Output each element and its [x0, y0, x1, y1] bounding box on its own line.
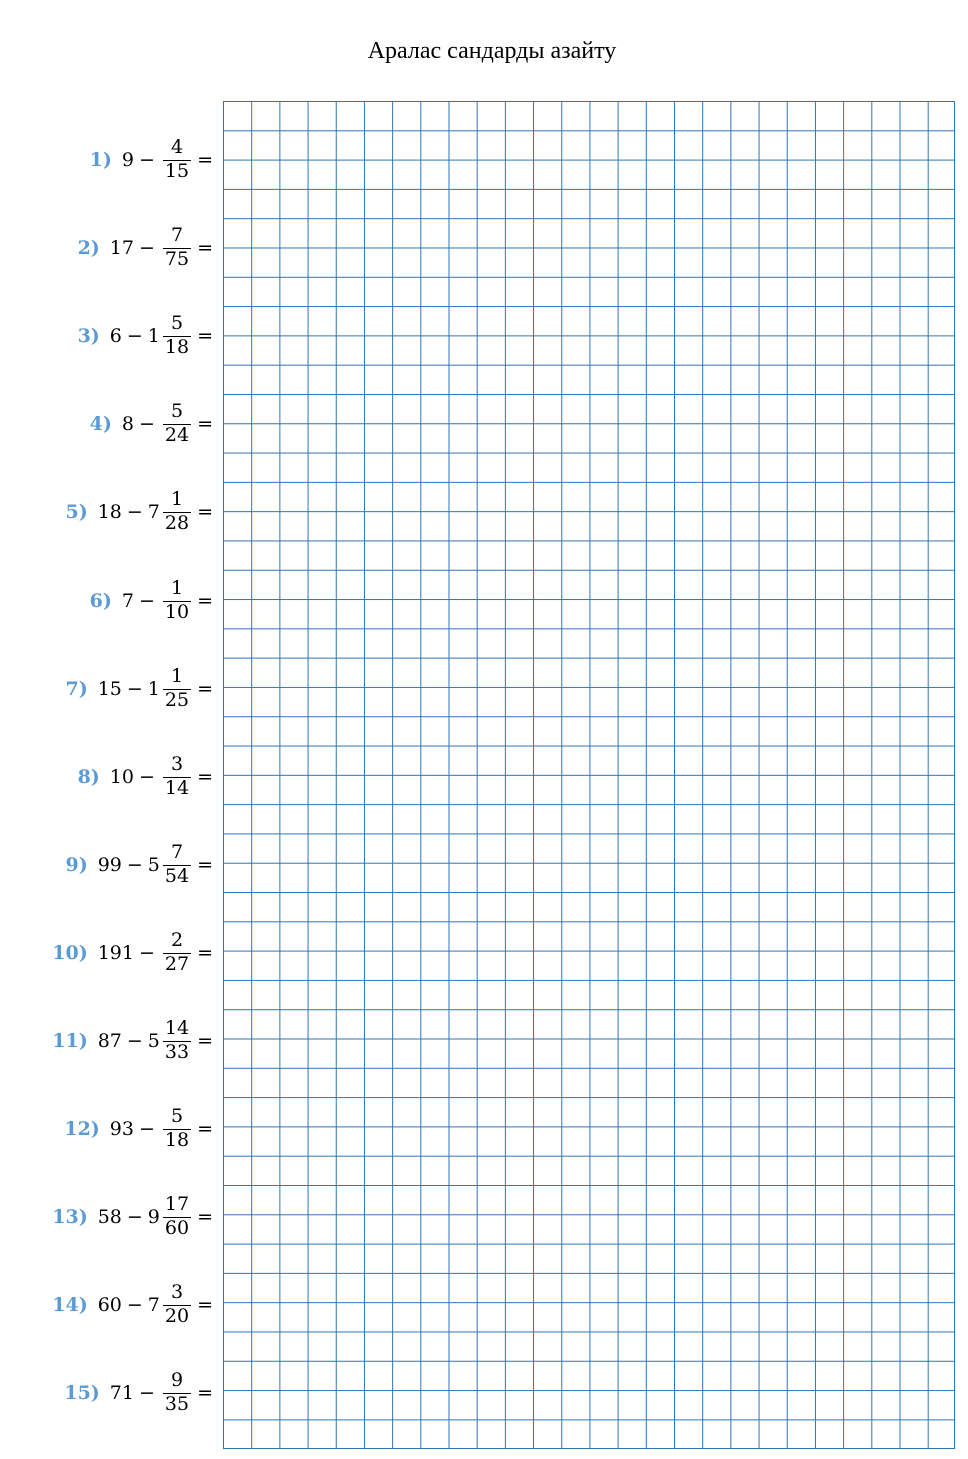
minuend: 7	[121, 589, 134, 612]
problem-number: 9)	[65, 853, 88, 876]
denominator: 10	[164, 600, 190, 623]
minuend: 10	[109, 765, 134, 788]
denominator: 18	[164, 336, 190, 359]
equals-sign: =	[197, 765, 213, 788]
denominator: 54	[164, 864, 190, 887]
minuend: 6	[109, 325, 122, 348]
numerator: 2	[170, 928, 184, 951]
minus-sign: −	[126, 677, 143, 700]
denominator: 75	[164, 248, 190, 271]
equals-sign: =	[197, 1294, 213, 1317]
numerator: 7	[170, 224, 184, 247]
numerator: 5	[170, 1105, 184, 1128]
numerator: 14	[164, 1017, 190, 1040]
minuend: 15	[97, 677, 122, 700]
numerator: 7	[170, 840, 184, 863]
fraction	[163, 1195, 191, 1239]
problem-number: 11)	[52, 1030, 88, 1052]
numerator: 3	[170, 752, 184, 775]
equals-sign: =	[197, 677, 213, 700]
fraction	[163, 490, 191, 534]
numerator: 1	[170, 664, 184, 687]
equals-sign: =	[197, 1206, 213, 1229]
fraction	[163, 1107, 191, 1151]
problem-number: 14)	[52, 1294, 88, 1317]
denominator: 15	[164, 160, 190, 182]
problem-number: 13)	[52, 1206, 88, 1229]
equals-sign: =	[197, 1382, 213, 1405]
problem-number: 4)	[89, 413, 112, 436]
minus-sign: −	[138, 149, 155, 171]
numerator: 9	[170, 1369, 184, 1392]
numerator: 1	[170, 488, 184, 511]
whole-part: 9	[147, 1206, 160, 1229]
minuend: 87	[97, 1030, 122, 1052]
minuend: 191	[97, 941, 134, 964]
fraction	[163, 138, 191, 182]
problem-row	[0, 836, 213, 894]
problem-row	[0, 395, 213, 453]
denominator: 35	[164, 1393, 190, 1416]
fraction	[163, 402, 191, 446]
problem-number: 2)	[77, 237, 100, 260]
numerator: 5	[170, 312, 184, 335]
denominator: 33	[164, 1041, 190, 1063]
minus-sign: −	[138, 1118, 155, 1141]
problem-row	[0, 483, 213, 541]
whole-part: 1	[147, 677, 160, 700]
equals-sign: =	[197, 325, 213, 348]
equals-sign: =	[197, 589, 213, 612]
fraction	[163, 576, 191, 623]
problem-row	[0, 660, 213, 718]
fraction	[163, 664, 191, 711]
problem-row	[0, 1364, 213, 1422]
problem-row	[0, 1188, 213, 1246]
equals-sign: =	[197, 1118, 213, 1141]
equals-sign: =	[197, 1030, 213, 1052]
equals-sign: =	[197, 237, 213, 260]
equals-sign: =	[197, 941, 213, 964]
equals-sign: =	[197, 853, 213, 876]
problem-row	[0, 924, 213, 982]
problem-number: 3)	[77, 325, 100, 348]
denominator: 28	[164, 512, 190, 535]
denominator: 14	[164, 776, 190, 799]
whole-part: 5	[147, 1030, 160, 1052]
problem-row	[0, 219, 213, 277]
denominator: 18	[164, 1129, 190, 1152]
minus-sign: −	[126, 1030, 143, 1052]
numerator: 5	[170, 400, 184, 423]
minuend: 93	[109, 1118, 134, 1141]
problem-number: 5)	[65, 501, 88, 524]
denominator: 20	[164, 1305, 190, 1328]
problem-row	[0, 131, 213, 189]
denominator: 24	[164, 424, 190, 447]
minuend: 18	[97, 501, 122, 524]
problem-row	[0, 748, 213, 806]
denominator: 60	[164, 1217, 190, 1240]
numerator: 4	[170, 136, 184, 159]
minus-sign: −	[126, 1206, 143, 1229]
equals-sign: =	[197, 149, 213, 171]
fraction	[163, 314, 191, 358]
problem-number: 8)	[77, 765, 100, 788]
minuend: 9	[121, 149, 134, 171]
fraction	[163, 1371, 191, 1415]
whole-part: 7	[147, 1294, 160, 1317]
whole-part: 1	[147, 325, 160, 348]
denominator: 25	[164, 688, 190, 711]
minuend: 58	[97, 1206, 122, 1229]
problem-number: 15)	[64, 1382, 100, 1405]
problem-number: 10)	[52, 941, 88, 964]
numerator: 3	[170, 1281, 184, 1304]
minus-sign: −	[126, 1294, 143, 1317]
minuend: 8	[121, 413, 134, 436]
fraction	[163, 840, 191, 887]
whole-part: 5	[147, 853, 160, 876]
page-title: Аралас сандарды азайту	[367, 38, 617, 64]
fraction	[163, 226, 191, 270]
minuend: 99	[97, 853, 122, 876]
minus-sign: −	[138, 413, 155, 436]
fraction	[163, 1283, 191, 1327]
minuend: 17	[109, 237, 134, 260]
minus-sign: −	[138, 237, 155, 260]
minus-sign: −	[138, 1382, 155, 1405]
numerator: 1	[170, 576, 184, 599]
denominator: 27	[164, 952, 190, 975]
minus-sign: −	[138, 765, 155, 788]
whole-part: 7	[147, 501, 160, 524]
answer-grid[interactable]	[223, 101, 955, 1449]
problem-number: 6)	[89, 589, 112, 612]
problem-row	[0, 307, 213, 365]
problem-row	[0, 1276, 213, 1334]
fraction	[163, 928, 191, 975]
fraction	[163, 1019, 191, 1063]
fraction	[163, 752, 191, 799]
minus-sign: −	[126, 325, 143, 348]
problem-row	[0, 1100, 213, 1158]
minus-sign: −	[138, 589, 155, 612]
minus-sign: −	[138, 941, 155, 964]
problem-row	[0, 1012, 213, 1070]
numerator: 17	[164, 1193, 190, 1216]
equals-sign: =	[197, 413, 213, 436]
equals-sign: =	[197, 501, 213, 524]
minus-sign: −	[126, 853, 143, 876]
minuend: 60	[97, 1294, 122, 1317]
minus-sign: −	[126, 501, 143, 524]
problem-number: 12)	[64, 1118, 100, 1141]
problem-number: 7)	[65, 677, 88, 700]
minuend: 71	[109, 1382, 134, 1405]
problem-number: 1)	[89, 149, 112, 171]
problem-row	[0, 572, 213, 630]
